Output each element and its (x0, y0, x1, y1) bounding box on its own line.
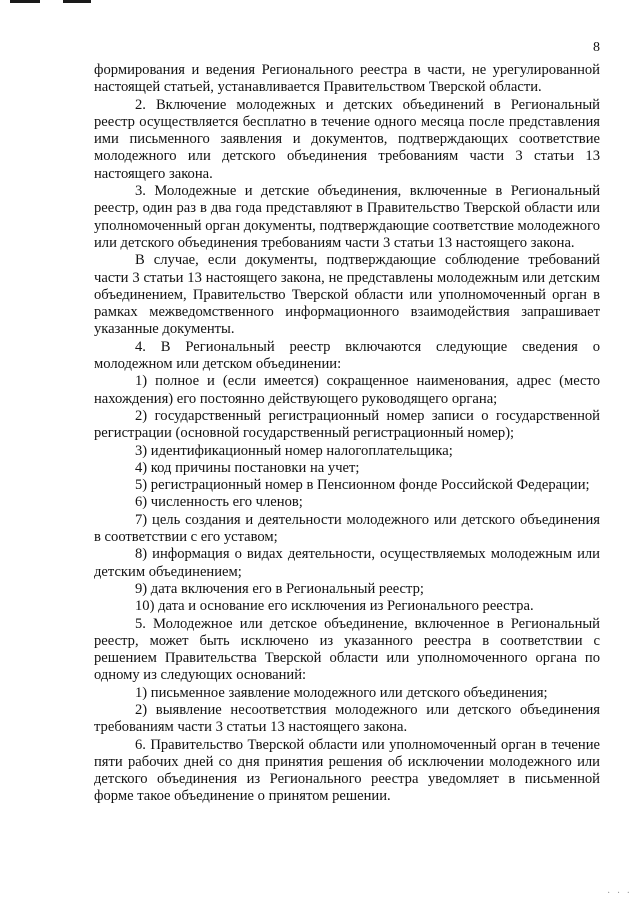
paragraph: 5. Молодежное или детское объединение, включенное в Региональный реестр, может быть исключено из указанного реестра в соответствии с решением Правительства Тверской области или уполномоченного органа по одному из следующих оснований: (94, 615, 600, 684)
list-item: 2) выявление несоответствия молодежного или детского объединения требованиям части 3 статьи 13 настоящего закона. (94, 701, 600, 736)
page-number: 8 (593, 40, 600, 55)
list-item: 2) государственный регистрационный номер записи о государственной регистрации (основной государственный регистрационный номер); (94, 407, 600, 442)
list-item: 1) полное и (если имеется) сокращенное наименования, адрес (место нахождения) его постоянно действующего руководящего органа; (94, 373, 600, 407)
paragraph: 4. В Региональный реестр включаются следующие сведения о молодежном или детском объединении: (94, 338, 600, 373)
document-body (94, 62, 600, 806)
paragraph: формирования и ведения Регионального реестра в части, не урегулированной настоящей статьей, устанавливается Правительством Тверской области. (94, 62, 600, 96)
scan-edge-mark-center (63, 0, 91, 3)
list-item: 7) цель создания и деятельности молодежного или детского объединения в соответствии с его уставом; (94, 511, 600, 546)
paragraph: В случае, если документы, подтверждающие соблюдение требований части 3 статьи 13 настоящего закона, не представлены молодежным или детским объединением, Правительство Тверской области или уполномоченный орган в рамках межведомственного информационного взаимодействия запрашивает указанные документы. (94, 252, 600, 338)
list-item: 8) информация о видах деятельности, осуществляемых молодежным или детским объединением; (94, 546, 600, 580)
list-item: 10) дата и основание его исключения из Регионального реестра. (135, 598, 534, 615)
list-item: 1) письменное заявление молодежного или детского объединения; (135, 684, 548, 701)
paragraph: 3. Молодежные и детские объединения, включенные в Региональный реестр, один раз в два года представляют в Правительство Тверской области или уполномоченный орган документы, подтверждающие соответствие молодежного или детского объединения требованиям части 3 статьи 13 настоящего закона. (94, 183, 600, 251)
paragraph: 2. Включение молодежных и детских объединений в Региональный реестр осуществляется бесплатно в течение одного месяца после представления ими письменного заявления и документов, подтверждающих соответствие молодежного или детского объединения требованиям части 3 статьи 13 настоящего закона. (94, 96, 600, 182)
list-item: 3) идентификационный номер налогоплательщика; (135, 442, 453, 459)
scan-edge-mark-left (10, 0, 40, 3)
list-item: 4) код причины постановки на учет; (135, 459, 360, 476)
list-item: 9) дата включения его в Региональный реестр; (135, 580, 424, 597)
scan-edge-dots: · · · (607, 888, 632, 899)
paragraph: 6. Правительство Тверской области или уполномоченный орган в течение пяти рабочих дней со дня принятия решения об исключении молодежного или детского объединения из Регионального реестра уведомляет в письменной форме такое объединение о принятом решении. (94, 736, 600, 805)
list-item: 6) численность его членов; (135, 494, 303, 511)
list-item: 5) регистрационный номер в Пенсионном фонде Российской Федерации; (135, 477, 590, 494)
